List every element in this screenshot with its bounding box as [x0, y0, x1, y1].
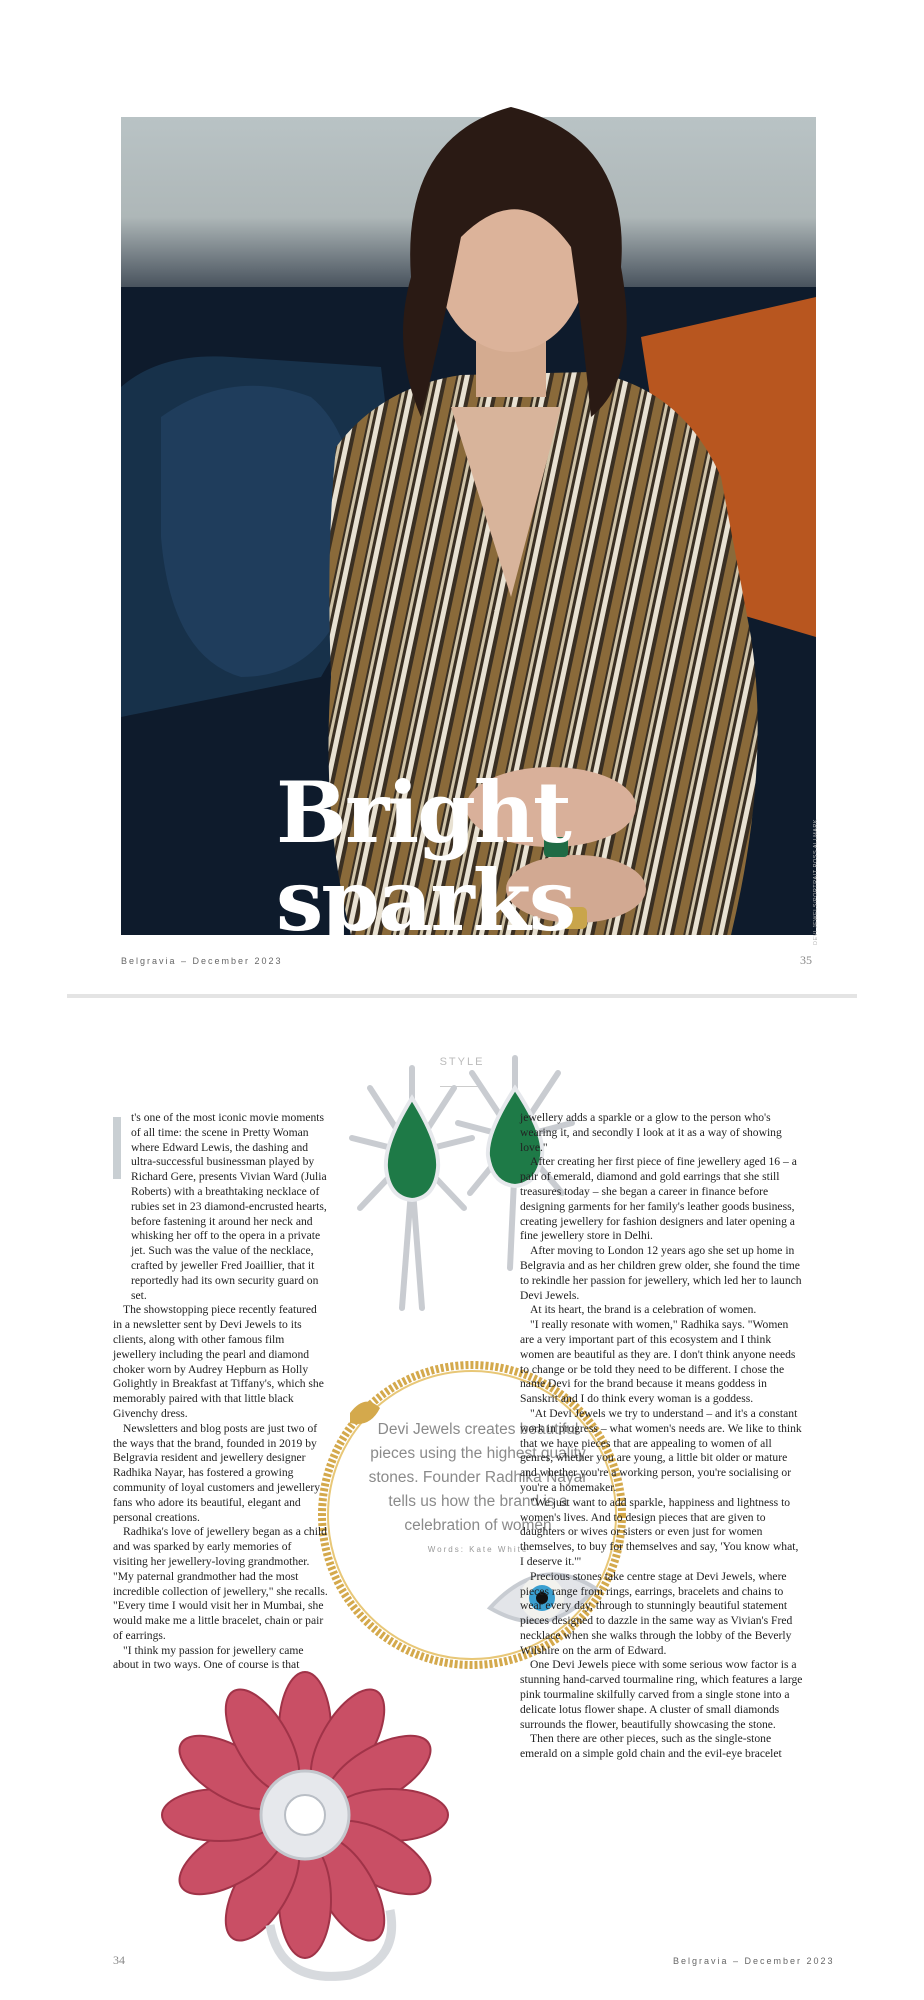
paragraph: Radhika's love of jewellery began as a child and was sparked by early memories of visiting her jewellery-loving grandmother. "My paternal grandmother had the most incredible collection of jewellery," she recalls. "Every time I would visit her in Mumbai, she would make me a little bracelet, chain or pair of earrings. — [113, 1525, 328, 1642]
pull-quote: Devi Jewels creates beautiful pieces using the highest quality stones. Founder Radhika Nayar tells us how the brand is a celebration of women — [368, 1421, 588, 1534]
folio-right: Belgravia – December 2023 — [121, 956, 283, 966]
paragraph: After creating her first piece of fine jewellery aged 16 – a pair of emerald, diamond and gold earrings that she still treasures today – she began a career in finance before designing garments for her family's leather goods business, creating jewellery for fashion designers and later opening a fine jewellery store in Delhi. — [520, 1155, 797, 1243]
article-column-right — [520, 1111, 804, 1971]
page-number-right: 35 — [800, 953, 812, 967]
paragraph: After moving to London 12 years ago she set up home in Belgravia and as her children grew older, she found the time to rekindle her passion for jewellery, which led her to launch Devi Jewels. — [520, 1244, 802, 1302]
paragraph: Newsletters and blog posts are just two of the ways that the brand, founded in 2019 by Belgravia resident and jewellery designer Radhika Nayar, has fostered a growing community of loyal customers and jewellery fans who adore its beautiful, elegant and personal creations. — [113, 1421, 321, 1524]
photo-credit: DEVI JEWELS/PORTRAIT ROSS ALLMARK — [813, 818, 819, 945]
paragraph: Precious stones take centre stage at Devi Jewels, where pieces range from rings, earrings, bracelets and chains to wear every day, through to stunningly beautiful statement pieces designed to dazzle in the same way as Vivian's Fred necklace when she walks through the lobby of the Beverly Wilshire on the arm of Edward. — [520, 1569, 793, 1657]
paragraph: "I really resonate with women," Radhika says. "Women are a very important part of this ecosystem and I think women are beautiful as they are. I don't think anyone needs to change or be told they need to be different. I chose the name Devi for the brand because it means goddess in Sanskrit and I do think every woman is a goddess. — [520, 1318, 796, 1406]
paragraph: "At Devi Jewels we try to understand – and it's a constant work in progress – what women's needs are. We like to think that we have pieces that are appealing to women of all genres, whether you are young, a little bit older or mature and whether you're a working person, you're socialising or you're a homemaker. — [520, 1406, 802, 1494]
folio-left: Belgravia – December 2023 — [673, 1956, 835, 1966]
paragraph: t's one of the most iconic movie moments of all time: the scene in Pretty Woman where Edward Lewis, the dashing and ultra-successful businessman played by Richard Gere, presents Vivian Ward (Julia Roberts) with a breathtaking necklace of rubies set in 23 diamond-encrusted hearts, before fastening it around her neck and whisking her off to the opera in a private jet. Such was the value of the necklace, crafted by jeweller Fred Joaillier, that it reportedly had its own security guard on set. — [131, 1111, 327, 1302]
article-column-left — [113, 1111, 328, 1672]
tourmaline-lotus-ring-image — [150, 1670, 460, 1990]
paragraph: jewellery adds a sparkle or a glow to the person who's wearing it, and secondly I look at it as a way of showing love." — [520, 1111, 782, 1154]
paragraph: One Devi Jewels piece with some serious wow factor is a stunning hand-carved tourmaline ring, which features a large pink tourmaline skilfully carved from a single stone into a delicate lotus flower shape. A cluster of small diamonds surrounds the flower, beautifully showcasing the stone. — [520, 1658, 803, 1731]
section-label: STYLE — [439, 1056, 485, 1068]
paragraph: The showstopping piece recently featured in a newsletter sent by Devi Jewels to its clients, along with other famous film jewellery including the pearl and diamond choker worn by Audrey Hepburn as Holly Golightly in Breakfast at Tiffany's, which she memorably paired with that little black Givenchy dress. — [113, 1303, 324, 1420]
headline-line-1: Bright — [276, 763, 570, 862]
paragraph: "We just want to add sparkle, happiness and lightness to women's lives. And to design pieces that are given to daughters or wives or sisters or even just for women themselves, to buy for themselves and say, 'You know what, I deserve it.'" — [520, 1495, 799, 1568]
paragraph: Then there are other pieces, such as the single-stone emerald on a simple gold chain and the evil-eye bracelet — [520, 1732, 782, 1761]
paragraph: At its heart, the brand is a celebration of women. — [530, 1303, 757, 1317]
paragraph: "I think my passion for jewellery came about in two ways. One of course is that — [113, 1643, 304, 1672]
headline — [276, 763, 575, 950]
byline: Words: Kate White — [427, 1545, 529, 1554]
earring-left — [352, 1068, 472, 1308]
page-divider — [67, 994, 857, 998]
cover-photo — [121, 117, 819, 950]
headline-line-2: sparks — [276, 851, 575, 950]
page-number-left: 34 — [113, 1953, 125, 1967]
